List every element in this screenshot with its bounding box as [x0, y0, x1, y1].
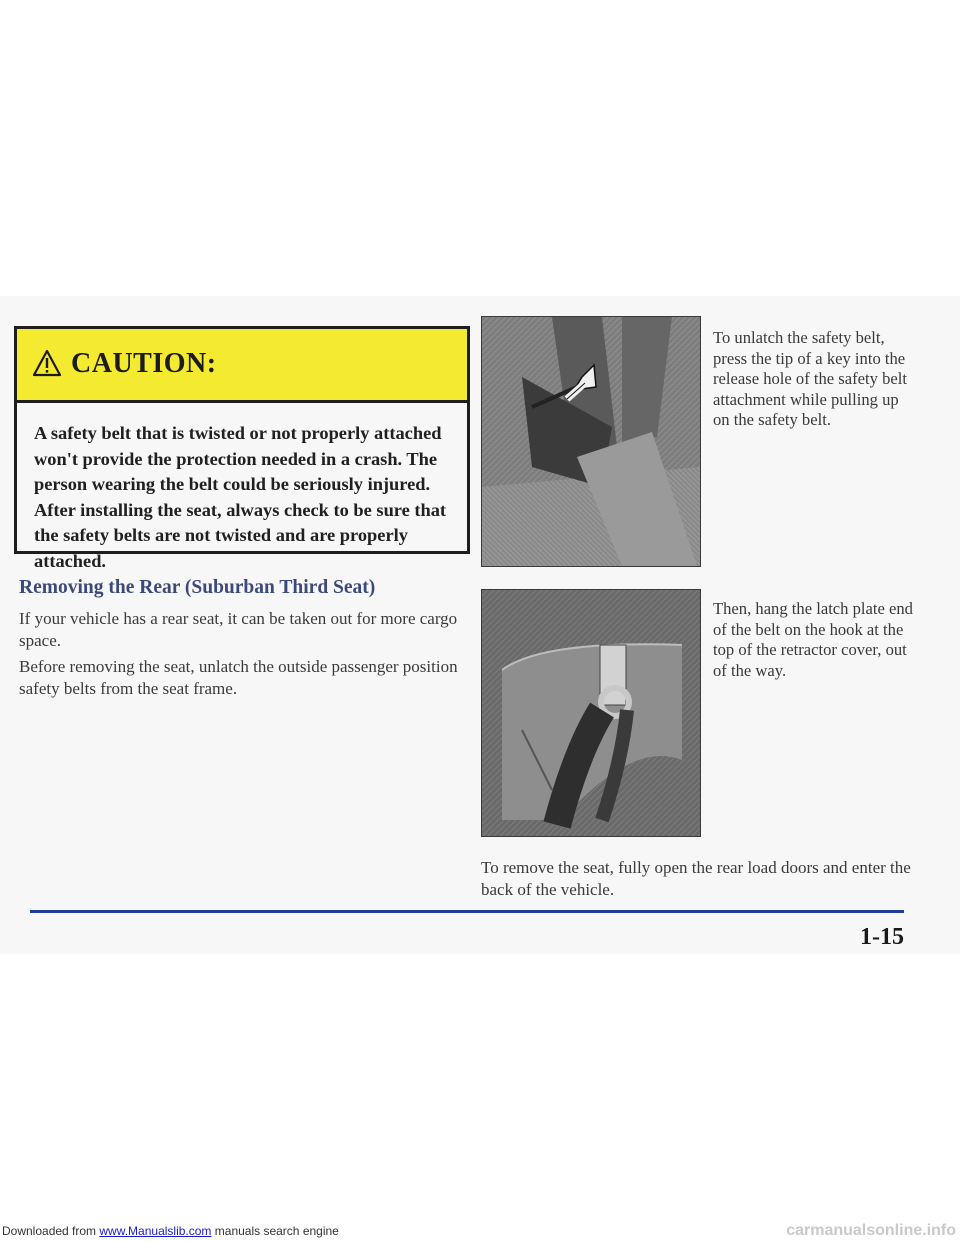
step-text: To remove the seat, fully open the rear load doors and enter the back of the vehicle. [481, 858, 911, 899]
warning-triangle-icon [32, 348, 62, 378]
footer-rule [30, 910, 904, 913]
body-paragraph: Before removing the seat, unlatch the outside passenger position safety belts from the seat frame. [19, 657, 458, 698]
download-prefix: Downloaded from [2, 1224, 100, 1238]
caution-text: A safety belt that is twisted or not properly attached won't provide the protection needed in a crash. The person wearing the belt could be seriously injured. After installing the seat, always check to be sure that the safety belts are not twisted and are properly attached. [34, 423, 447, 571]
body-paragraph: If your vehicle has a rear seat, it can be taken out for more cargo space. [19, 609, 458, 650]
step-text: Then, hang the latch plate end of the belt on the hook at the top of the retractor cover, out of the way. [713, 599, 913, 680]
latch-plate-hook-photo [481, 589, 701, 837]
section-heading: Removing the Rear (Suburban Third Seat) [19, 577, 376, 598]
caution-box [14, 326, 470, 571]
caution-header [17, 329, 467, 403]
download-notice [2, 1224, 339, 1238]
caution-title: CAUTION: [71, 348, 217, 379]
safety-belt-release-photo [481, 316, 701, 567]
step-text: To unlatch the safety belt, press the tip of a key into the release hole of the safety belt attachment while pulling up on the safety belt. [713, 328, 907, 430]
download-suffix: manuals search engine [211, 1224, 339, 1238]
manualslib-link[interactable]: www.Manualslib.com [99, 1224, 212, 1238]
download-footer [0, 1222, 960, 1242]
watermark: carmanualsonline.info [786, 1222, 956, 1239]
page-number: 1-15 [860, 924, 904, 950]
